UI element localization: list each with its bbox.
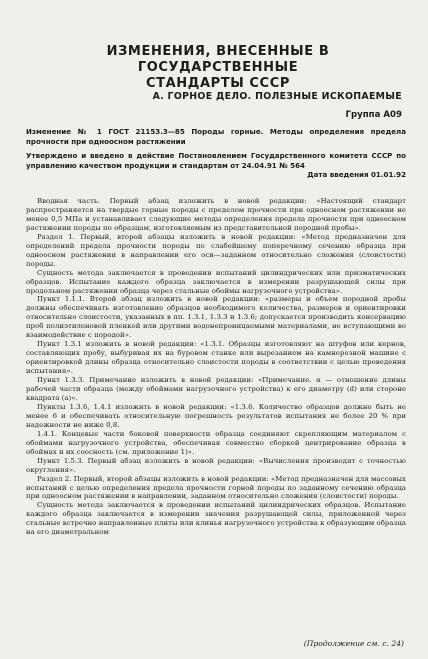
body-paragraph: Сущность метода заключается в проведении испытаний цилиндрических образцов. Испытание каждого образца заключается в измерении значения разрушающей силы, приложенной через стальные встречно направленные плиты или клинья нагрузочного устройства к образующим образца на его диаметральном xyxy=(26,501,406,537)
body-paragraph: Пункт 1.5.3. Первый абзац изложить в новой редакции: «Вычисления производят с точностью округления». xyxy=(26,456,406,474)
continuation-note: (Продолжение см. с. 24) xyxy=(303,639,404,648)
group-code: Группа А09 xyxy=(345,110,402,120)
body-paragraph: Пункт 1.3.1 изложить в новой редакции: «1.3.1. Образцы изготовляют на штуфов или кернов, составляющих пробу, выбуривая их на буровом станке или вырезанием на камнерезной машине с ориентировкой длины образца относительно слоистости породы в соответствии с целью проведения испытания». xyxy=(26,340,406,376)
body-paragraph: Сущность метода заключается в проведении испытаний цилиндрических или призматических образцов. Испытание каждого образца заключается в измерении разрушающей силы при продольном растяжении образца через стальные обоймы нагрузочного устройства». xyxy=(26,268,406,295)
approval-statement: Утверждено и введено в действие Постановлением Государственного комитета СССР по управлению качеством продукции и стандартам от 24.04.91 № 564 xyxy=(26,151,406,170)
effective-date: Дата введения 01.01.92 xyxy=(307,170,406,180)
body-paragraph: Раздел 2. Первый, второй абзацы изложить в новой редакции: «Метод предназначен для массовых испытаний с целью определения предела прочности горной породы по заданному сечению образца при одноосном растяжении в направлении, заданном относительно сложения (слоистости) породы. xyxy=(26,474,406,501)
title-line-1: ИЗМЕНЕНИЯ, ВНЕСЕННЫЕ В ГОСУДАРСТВЕННЫЕ xyxy=(106,44,330,75)
subject-heading: А. ГОРНОЕ ДЕЛО. ПОЛЕЗНЫЕ ИСКОПАЕМЫЕ xyxy=(152,91,402,102)
body-paragraph: Пункты 1.3.6, 1.4.1 изложить в новой редакции: «1.3.6. Количество образцов должно быть не менее 6 и обеспечивать относительную погрешность результатов испытания не более 20 % при надежности не ниже 0,8. xyxy=(26,402,406,429)
amendment-heading: Изменение № 1 ГОСТ 21153.3—85 Породы горные. Методы определения предела прочности при одноосном растяжении xyxy=(26,127,406,146)
amendment-intro xyxy=(26,127,406,180)
title-line-2: СТАНДАРТЫ СССР xyxy=(146,76,290,91)
body-paragraph: Пункт 1.3.3. Примечание изложить в новой редакции: «Примечание. α — отношение длины рабочей части образца (между обоймами нагрузочного устройства) к его диаметру (d) или стороне квадрата (a)». xyxy=(26,376,406,402)
document-body xyxy=(26,197,406,537)
body-paragraph: Пункт 1.1.1. Второй абзац изложить в новой редакции: «размеры и объем породной пробы должны обеспечивать изготовление образцов необходимого количества, размеров и ориентировки относительно слоистости, указанных в пп. 1.3.1, 1.3.3 и 1.3.6; допускается производить консервацию проб полиэтиленовой пленкой или другими водонепроницаемыми материалами, не вступающими во взаимодействие с породой». xyxy=(26,295,406,340)
body-paragraph: Вводная часть. Первый абзац изложить в новой редакции: «Настоящий стандарт распространяется на твердые горные породы с пределом прочности при одноосном растяжении не менее 0,5 МПа и устанавливает следующие методы определения предела прочности при одноосном растяжении породы по образцам, изготовляемым из представительной породной пробы». xyxy=(26,197,406,232)
body-paragraph: Раздел 1. Первый, второй абзацы изложить в новой редакции: «Метод предназначен для определений предела прочности породы по слабейшему поперечному сечению образца при одноосном растяжении в направлении его оси—заданном относительно сложения (слоистости) породы. xyxy=(26,232,406,268)
body-paragraph: 1.4.1. Концевые части боковой поверхности образца соединяют скрепляющим материалом с обоймами нагрузочного устройства, обеспечивая совместно сборкой центрирование образца в обоймах и их соосность (см. приложение 1)». xyxy=(26,429,406,456)
document-title xyxy=(26,0,406,92)
